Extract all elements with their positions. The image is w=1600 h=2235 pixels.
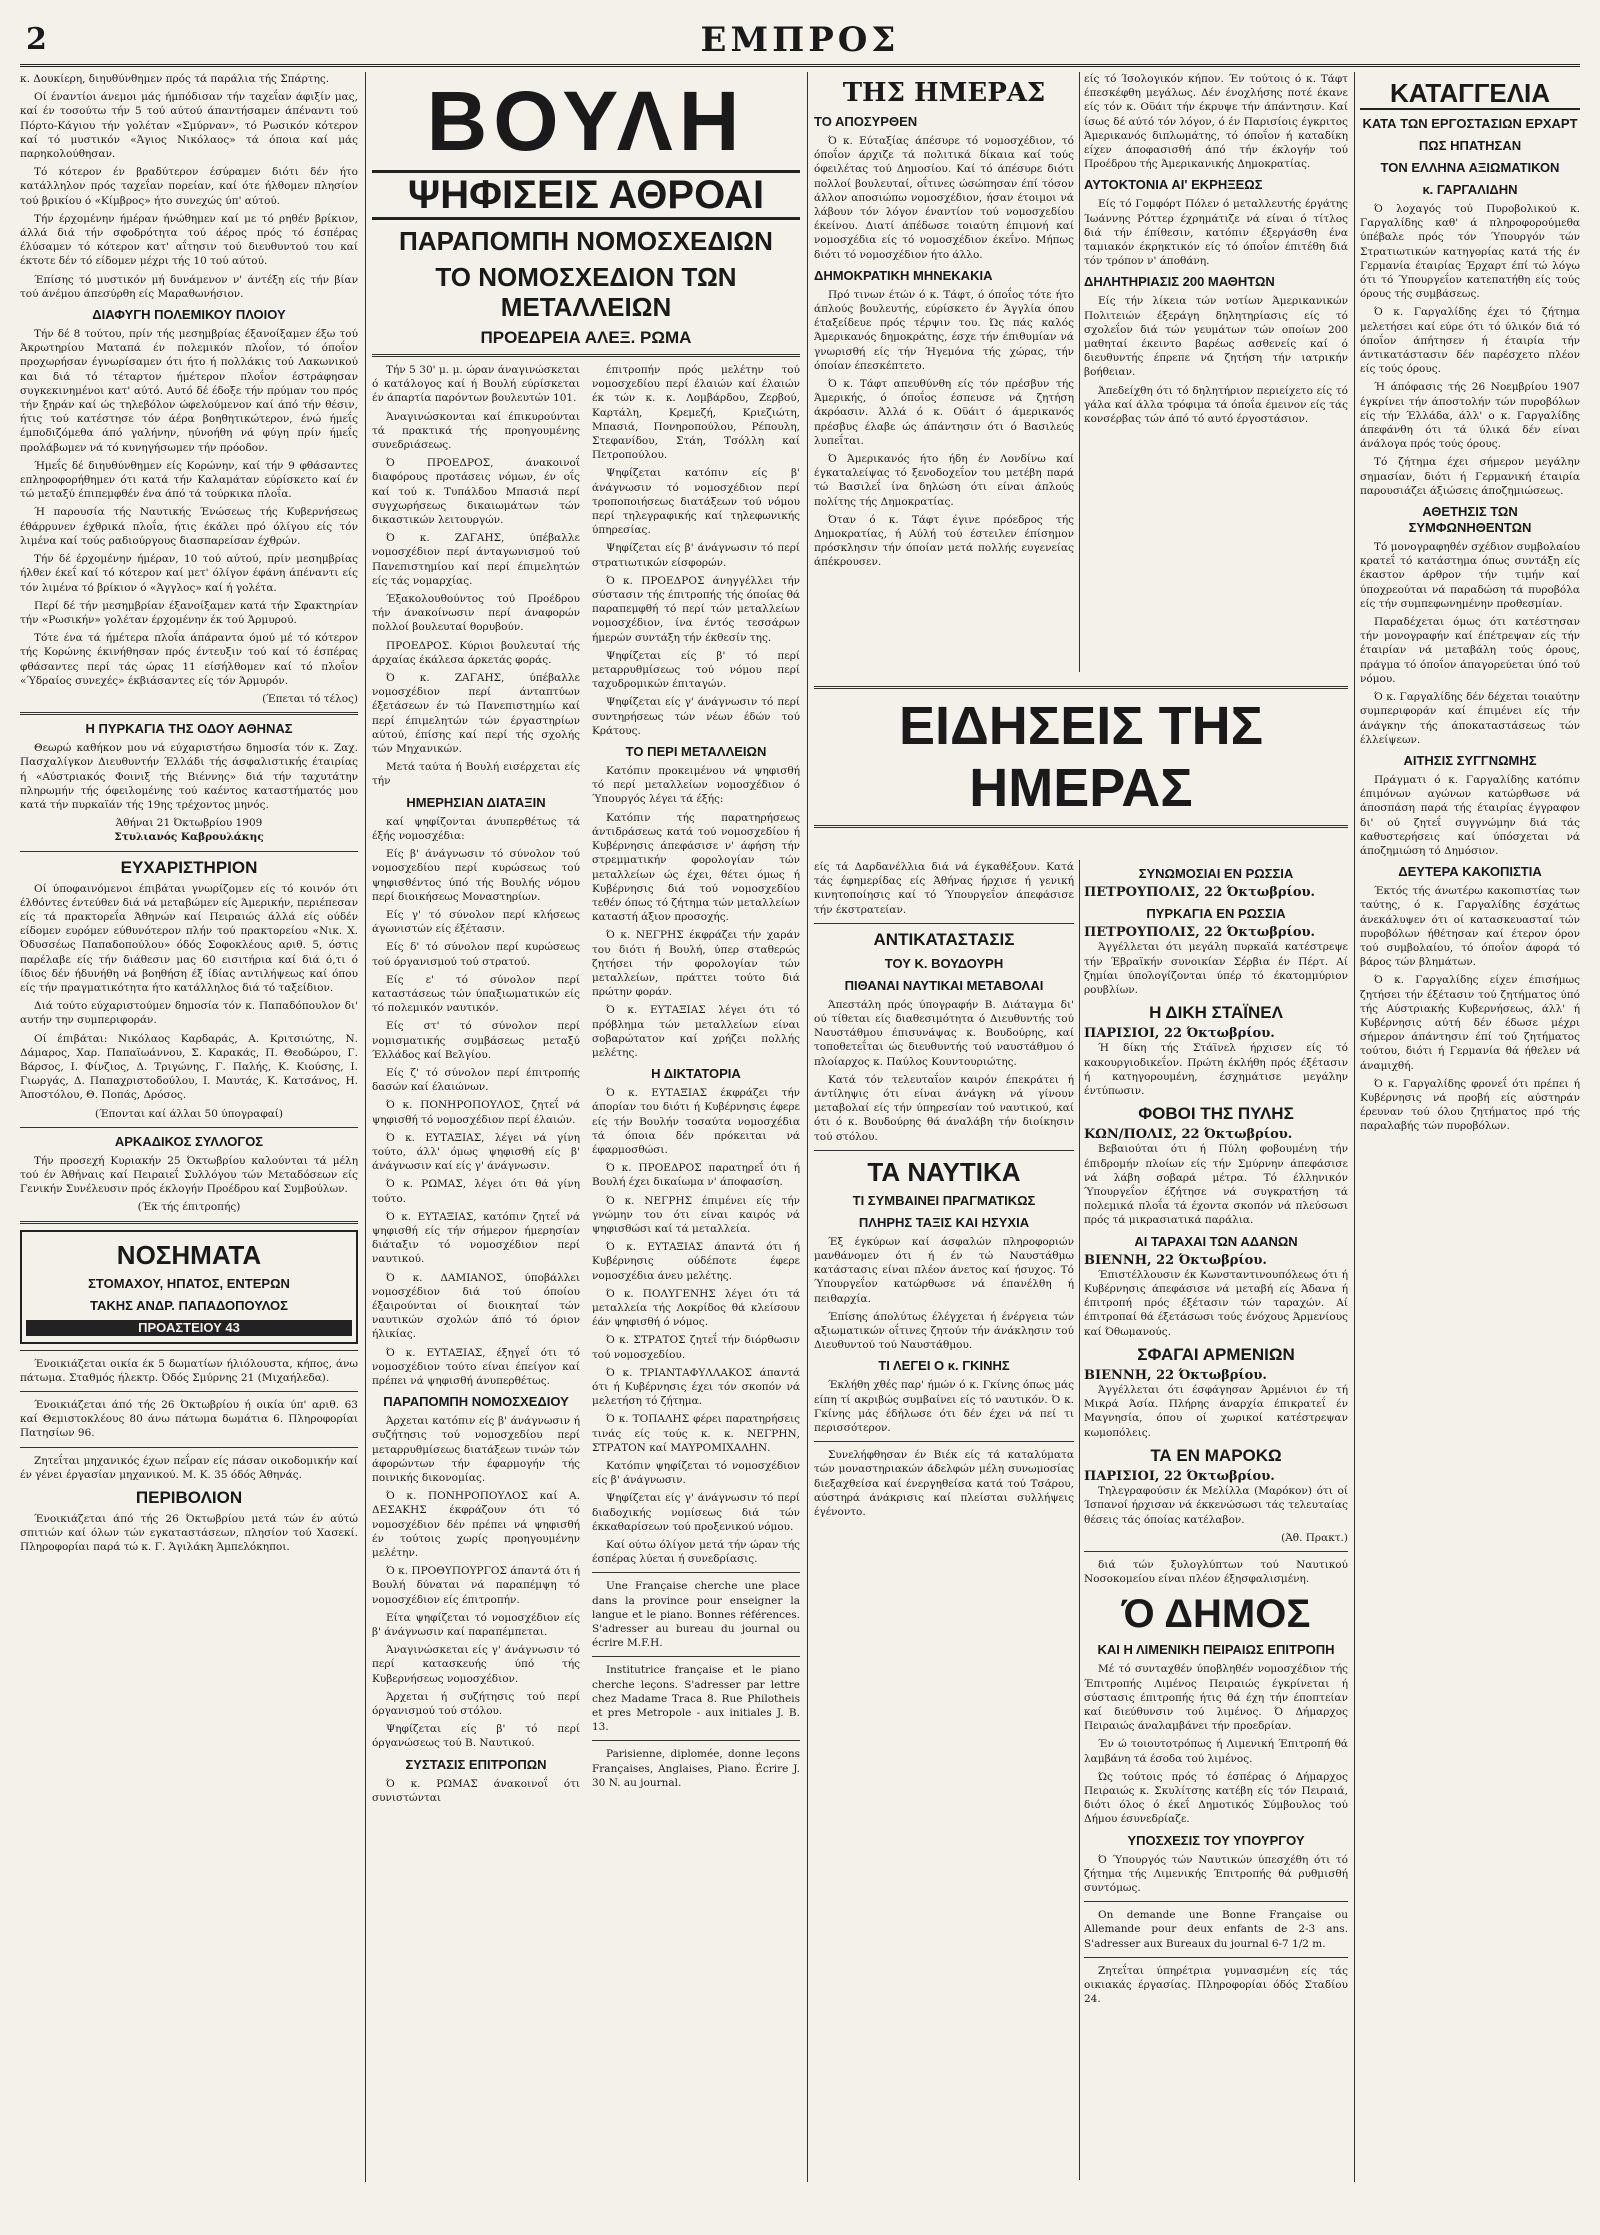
paragraph: Ό κ. Τάφτ απευθύνθη είς τόν πρέσβυν τής Άμερικής, ό όποΐος έσπευσε νά ζητήση άκρόασιν. Άλλά ό κ. Οϋάιτ ό άμερικανός πρέσβυς έλαβε ώς άπάντησιν ότι ό Βασιλεύς λυπεΐται. <box>814 378 1074 447</box>
signature-name: Στυλιανός Καβρουλάκης <box>114 831 264 844</box>
paragraph: Τήν δέ 8 τούτου, πρίν τής μεσημβρίας έξανοίξαμεν έξω τού Άκρωτηρίου Ματαπά έν πολεμικόν πλοΐον, τό όποΐον προχωρήσαν έγνωρίσαμεν ότι ήτο ή πολλάκις τού Λακωνικού και διά τό τέταρτον ήμέτερον πλοΐον έστράφησαν συγκεκινημένοι κατ' αύτό. Αυτό δέ έδοξε τήν πρύμαν του πρός τήν ξηράν καί ώς τηλεβόλον ώφελούμενον καί άπό τήν θέσιν, ήτις τού κατέστησε τόν άέρα βοηθητικώτερον, ένώ ήμεΐς έμποδιζόμεθα άπό γαλήνην, ηύνοήθη νά φύγη πρίν ήμεΐς προλάβωμεν νά τό κυνηγήσωμεν τήν πρόοδον. <box>20 328 358 454</box>
paragraph: ΠΡΟΕΔΡΟΣ. Κύριοι βουλευταί τής άρχαίας έκάλεσα άρκετάς φοράς. <box>372 639 580 666</box>
paragraph: είς τά Δαρδανέλλια διά νά έγκαθέξουν. Κατά τάς έφημερίδας είς Άθήνας ήρχισε ή γενική κινητοποίησις καί τό Ύπουργεΐον άπεφάσισε τήν έκστρατείαν. <box>814 861 1074 916</box>
paragraph: διά τών ξυλογλύπτων τού Ναυτικού Νοσοκομείου είναι πλέον έξησφαλισμένη. <box>1084 1558 1348 1586</box>
paragraph: Ό κ. ΔΑΜΙΑΝΟΣ, ύποβάλλει νομοσχέδιον διά τού όποίου έξαιρούνται οί διοικηταί τών ναυτικών σχολών άπό τό όριον ήλικίας. <box>372 1271 580 1341</box>
french-ad: On demande une Bonne Française ou Allemande pour deux enfants de 2-3 ans. S'adresser aux Bureaux du journal 6-7 1/2 m. <box>1084 1909 1348 1950</box>
paragraph: Μέ τό συνταχθέν ύποβληθέν νομοσχέδιον τής Έπιτροπής Λιμένος Πειραιώς έγκρίνεται ή σύστασις έπιτροπής ήτις θά έχη τήν έποπτείαν καί διεύθυνσιν τού λιμένος. Ό Δήμαρχος Πειραιώς άναλαμβάνει τήν προεδρίαν. <box>1084 1663 1348 1733</box>
note: (Έπονται καί άλλαι 50 ύπογραφαί) <box>94 1107 284 1120</box>
dateline: ΠΕΤΡΟΥΠΟΛΙΣ, 22 Όκτωβρίου. <box>1084 925 1316 941</box>
section-heading: ΤΟ ΠΕΡΙ ΜΕΤΑΛΛΕΙΩΝ <box>625 744 767 760</box>
subheading: ΑΙΤΗΣΙΣ ΣΥΓΓΝΩΜΗΣ <box>1403 752 1537 768</box>
subheading: ΑΘΕΤΗΣΙΣ ΤΩΝ ΣΥΜΦΩΝΗΘΕΝΤΩΝ <box>1408 504 1532 536</box>
paragraph: Άγγέλλεται ότι έσφάγησαν Άρμένιοι έν τή Μικρά Άσία. Πλήρης άναρχία έπικρατεΐ έν Μαγνησία, όπου οί χωρικοί κατέστρεψαν κωμοπόλεις. <box>1084 1384 1348 1439</box>
dateline: ΒΙΕΝΝΗ, 22 Όκτωβρίου. <box>1084 1367 1267 1383</box>
paragraph: Μετά ταύτα ή Βουλή εισέρχεται είς τήν <box>372 761 580 788</box>
paragraph: Είτα ψηφίζεται τό νομοσχέδιον είς β' άνάγνωσιν καί παραπέμπεται. <box>372 1611 580 1639</box>
paragraph: Ό ΠΡΟΕΔΡΟΣ, άνακοινοΐ διαφόρους προτάσεις νόμων, έν οΐς καί τού κ. Τυπάλδου Μπασιά περί συγχωρήσεως δικαιωμάτων τών δικαστικών λειτουργών. <box>372 457 580 527</box>
paragraph: Ό κ. ΕΥΤΑΞΙΑΣ λέγει ότι τό πρόβλημα τών μεταλλείων είναι σοβαρώτατον καί χρήζει πολλής μελέτης. <box>592 1004 800 1059</box>
headline-sub: ΨΗΦΙΣΕΙΣ ΑΘΡΟΑΙ <box>372 170 800 220</box>
dateline: ΠΕΤΡΟΥΠΟΛΙΣ, 22 Όκτωβρίου. <box>1084 885 1316 900</box>
paragraph: Έξ έγκύρων καί άσφαλών πληροφοριών μανθάνομεν ότι ή έν τώ Ναυστάθμω κατάστασις είναι πλέον άνετος καί ήσυχος. Τό Ύπουργεΐον κατώρθωσε νά έπανέλθη ή πειθαρχία. <box>814 1235 1074 1305</box>
paragraph: Ό κ. ΠΟΝΗΡΟΠΟΥΛΟΣ καί Α. ΔΕΣΑΚΗΣ έκφράζουν ότι τό νομοσχέδιον δέν πρέπει νά ψηφισθή έν τούτοις χωρίς προηγουμένην μελέτην. <box>372 1490 580 1560</box>
subcolumn-right <box>592 363 800 1809</box>
dateline: ΒΙΕΝΝΗ, 22 Όκτωβρίου. <box>1084 1252 1267 1268</box>
newspaper-page <box>20 20 1580 2195</box>
subcolumn-left <box>372 363 580 1809</box>
column-rule <box>365 72 366 2182</box>
banner-title: ΕΙΔΗΣΕΙΣ ΤΗΣ ΗΜΕΡΑΣ <box>898 696 1264 818</box>
column-rule <box>1354 72 1355 2182</box>
paragraph: Οί έναντίοι άνεμοι μάς ήμπόδισαν τήν ταχεΐαν άφιξίν μας, καί έν τοσούτω τήν 5 τού αύτού άπαντήσαμεν άπέναντι τού Πόρτο-Κάγιου τήν γολέταν «Σμύρναν», τό Ρωσικόν κότερον καί τό μυστικόν «Άγιος Νικόλαος» τά όποια καί μάς παρηκολούθησαν. <box>20 91 358 161</box>
paragraph: καί ψηφίζονται άνυπερθέτως τά έξής νομοσχέδια: <box>372 815 580 842</box>
paragraph: Ψηφίζεται είς γ' άνάγνωσιν τό περί διαδοχικής νομίσεως διά τών έκκαθαρίσεων τού προξενικού νόμου. <box>592 1492 800 1533</box>
paragraph: Ήμεΐς δέ διηυθύνθημεν είς Κορώνην, καί τήν 9 φθάσαντες επληροφορήθημεν ότι κατά τήν Καλαμάταν εύρίσκετο καί έν τώ μεταξύ έπιπεμφθέν ένα άπό τά τούρκικα πλοΐα. <box>20 459 358 501</box>
headline-sub: κ. ΓΑΡΓΑΛΙΔΗΝ <box>1422 182 1518 197</box>
ad-subtitle: ΣΤΟΜΑΧΟΥ, ΗΠΑΤΟΣ, ΕΝΤΕΡΩΝ <box>88 1275 290 1291</box>
divider <box>20 1391 358 1392</box>
paragraph: έπιτροπήν πρός μελέτην τού νομοσχεδίου περί έλαιών καί έλαιών έκ τών κ. κ. Λομβάρδου, Ζερβού, Καρτάλη, Κρεμεζή, Κριεζιώτη, Μπασιά, Πονηροπούλου, Ρέπουλη, Στεφανίδου, Στάη, Τσόλλη καί Πετροπούλου. <box>592 364 800 462</box>
paragraph: Ό κ. ΖΑΓΑΗΣ, ύπέβαλλε νομοσχέδιον περί άνταπτύων έξετάσεων έν τώ Πανεπιστημίω καί περί έπιμελητών τών έργαστηρίων αύτού, έπίσης καί περί τής σχολής τών Μηχανικών. <box>372 672 580 756</box>
subheading: ΔΗΛΗΤΗΡΙΑΣΙΣ 200 ΜΑΘΗΤΩΝ <box>1084 274 1275 290</box>
divider <box>592 1572 800 1573</box>
news-heading: ΤΑ ΕΝ ΜΑΡΟΚΩ <box>1150 1445 1282 1465</box>
two-column-body <box>372 363 800 1809</box>
section-heading: ΗΜΕΡΗΣΙΑΝ ΔΙΑΤΑΞΙΝ <box>406 794 546 810</box>
column-4 <box>1084 72 1348 672</box>
paragraph: Ό κ. ΠΟΝΗΡΟΠΟΥΛΟΣ, ζητεΐ νά ψηφισθή τό νομοσχέδιον περί έλαιών. <box>372 1099 580 1126</box>
paragraph: Διά τούτο εύχαριστούμεν δημοσία τόν κ. Παπαδόπουλον δι' αυτήν την συμπεριφοράν. <box>20 1000 358 1027</box>
paragraph: Ψηφίζεται είς γ' άνάγνωσιν τό περί συντηρήσεως τών νέων έδών τού Κράτους. <box>592 696 800 737</box>
divider <box>20 851 358 852</box>
paragraph: Κατόπιν προκειμένου νά ψηφισθή τό περί μεταλλείων νομοσχέδιον ό Ύπουργός λέγει τά έξής: <box>592 765 800 806</box>
headline-sub: ΠΩΣ ΗΠΑΤΗΣΑΝ <box>1418 138 1522 153</box>
paragraph: Όταν ό κ. Τάφτ έγινε πρόεδρος τής Δημοκρατίας, ή Αύλή τού έστειλεν έπίσημον πρόσκλησιν τήν όποίαν μετά πολλής ευγενείας άπέκρουσεν. <box>814 513 1074 569</box>
paragraph: Καί ούτω όλίγον μετά τήν ώραν τής έσπέρας λύεται ή συνεδρίασις. <box>592 1539 800 1566</box>
masthead <box>20 20 1580 67</box>
column-rule <box>807 72 808 2182</box>
paragraph: Ό κ. ΡΩΜΑΣ άνακοινοΐ ότι συνιστώνται <box>372 1777 580 1804</box>
section-heading: ΕΥΧΑΡΙΣΤΗΡΙΟΝ <box>120 857 258 877</box>
divider <box>814 686 1348 689</box>
paragraph: Ψηφίζεται είς β' τό περί μεταρρυθμίσεως τού νόμου περί ταχυδρομικών έπιταγών. <box>592 649 800 691</box>
paragraph: Τήν δέ έρχομένην ήμέραν, 10 τού αύτού, πρίν μεσημβρίας ήλθεν έκεΐ καί τό κότερον καί μετ' όλίγον έφάνη άπέναντι είς τόν λιμένα τό βρίκιον ό «Άγγλος» καί ή γολέτα. <box>20 553 358 594</box>
divider <box>814 923 1074 924</box>
subheading: ΤΟ ΑΠΟΣΥΡΘΕΝ <box>814 114 918 129</box>
divider <box>20 1127 358 1128</box>
paragraph: Είς ε' τό σύνολον περί καταστάσεως τών ύπαξιωματικών είς τό πολεμικόν ναυτικόν. <box>372 973 580 1015</box>
divider <box>20 712 358 715</box>
headline-sub: ΚΑΙ Η ΛΙΜΕΝΙΚΗ ΠΕΙΡΑΙΩΣ ΕΠΙΤΡΟΠΗ <box>1097 1642 1335 1658</box>
paragraph: Είς τό Γομφόρτ Πόλεν ό μεταλλευτής έργάτης Ίωάννης Ρόττερ έχρημάτιζε νά είναι ό τίτλος διά τήν έπίθεσιν, κατόπιν έξεργάσθη ένα ταμιακόν έκρηκτικόν είς τό όποΐον έπιτέθη διά τόν τρόπον ν' άποθάνη. <box>1084 198 1348 268</box>
paragraph: Κατά τόν τελευταΐον καιρόν έπεκράτει ή άντίληψις ότι είναι άνάγκη νά γίνουν μεταβολαί είς τήν ύπηρεσίαν τού ναυτικού, καί ότι ό κ. Βουδούρης θά άναλάβη τήν διοίκησιν τού στόλου. <box>814 1073 1074 1143</box>
paragraph: Έξακολουθούντος τού Προέδρου τήν άνακοίνωσιν περί άναφορών πολλοί βουλευταί θορυβούν. <box>372 593 580 634</box>
paragraph: Ό Ύπουργός τών Ναυτικών ύπεσχέθη ότι τό ζήτημα τής Λιμενικής Έπιτροπής θά ρυθμισθή συντόμως. <box>1084 1853 1348 1894</box>
paragraph: Ό κ. ΤΟΠΑΛΗΣ φέρει παρατηρήσεις τινάς είς τούς κ. κ. ΝΕΓΡΗΝ, ΣΤΡΑΤΟΝ καί ΜΑΥΡΟΜΙΧΑΛΗΝ. <box>592 1413 800 1454</box>
headline-sub: ΠΡΟΕΔΡΕΙΑ ΑΛΕΞ. ΡΩΜΑ <box>480 328 692 347</box>
paragraph: Άπεστάλη πρός ύπογραφήν Β. Διάταγμα δι' ού τίθεται είς διαθεσιμότητα ό Διευθυντής τού Ναυστάθμου έπισυνάψας κ. Βουδούρης, καί τοποθετεΐται ώς διευθυντής τού ναυστάθμου ό πλοίαρχος κ. Παύλος Κουντουριώτης. <box>814 998 1074 1068</box>
paragraph: Ό κ. ΕΥΤΑΞΙΑΣ άπαντά ότι ή Κυβέρνησις ούδέποτε έφερε νομοσχέδια άνευ μελέτης. <box>592 1241 800 1282</box>
paragraph: Είς δ' τό σύνολον περί κυρώσεως τού όργανισμού τού στρατού. <box>372 941 580 968</box>
paragraph: Άπεδείχθη ότι τό δηλητήριον περιείχετο είς τό γάλα καί άλλα τρόφιμα τά όποΐα έμεινον είς τάς κονσέρβας τών άπό τό αυτό έργοστάσιον. <box>1084 384 1348 426</box>
paragraph: Κατόπιν τής παρατηρήσεως άντιδράσεως κατά τού νομοσχεδίου ή Κυβέρνησις άπεφάσισε ν' άφήση τήν στρεμματικήν φορολογίαν τών μεταλλείων ώς έχει, θέτει όμως ή Κυβέρνησις διά τού νομοσχεδίου τεθέν όπως τό ζήτημα τών μεταλλείων καταστή άξιον προσοχής. <box>592 811 800 924</box>
paragraph: Ό κ. ΕΥΤΑΞΙΑΣ, λέγει νά γίνη τούτο, άλλ' όμως ψηφισθή είς β' άνάγνωσιν καί είς γ' άνάγνωσιν. <box>372 1131 580 1173</box>
paragraph: Έν ώ τοιουτοτρόπως ή Λιμενική Έπιτροπή θά λαμβάνη τά έσοδα τού λιμένος. <box>1084 1738 1348 1765</box>
column-3 <box>814 72 1074 672</box>
french-ad: Une Française cherche une place dans la province pour enseigner la langue et le piano. Bonnes références. S'adresser au bureau du journal ou écrire M.F.H. <box>592 1580 800 1650</box>
paragraph: Ό κ. Εύταξίας άπέσυρε τό νομοσχέδιον, τό όποΐον άρχιζε τά πολιτικά δίκαια καί τούς όφειλέτας τού Δημοσίου. Καί τό άπέσυρε διότι πολλοί βουλευταί, οΐτινες ώσώπησαν έπί τόσον άλλον αποσιώπω νομοσχέδιον, ήσαν έτοιμοι νά λάβουν τόν λόγον έναντίον τού νομοσχεδίου έκείνου. Διατί άπέδωσε τοιαύτη έπιμονή καί νομοσχέδια είς τό νομοσχέδιον έκεΐνο. Μήπως διότι τό νομοσχέδιον ήτο άλλο. <box>814 135 1074 261</box>
paragraph: Τήν προσεχή Κυριακήν 25 Όκτωβρίου καλούνται τά μέλη τού έν Άθήναις καί Πειραιεΐ Συλλόγου τών Μεταδόσεων είς Γενικήν Συνέλευσιν πρός έκλογήν Προέδρου καί Συμβούλων. <box>20 1154 358 1196</box>
news-subcolumn-right <box>1084 860 1348 2180</box>
paragraph: Ό κ. ΕΥΤΑΞΙΑΣ, έξηγεΐ ότι τό νομοσχέδιον τούτο είναι έπείγον καί πρέπει νά ψηφισθή άνυπερθέτως. <box>372 1346 580 1387</box>
paragraph: Πρό τινων έτών ό κ. Τάφτ, ό όποΐος τότε ήτο άπλούς βουλευτής, εύρίσκετο έν Άγγλία όπου έταξείδευε πρός τέρψιν του. Ώς πάς καλός Άμερικανός δημοκράτης, έσχε τήν έπιθυμίαν νά γνωρισθή είς τήν Ήγεμόνα τής χώρας, τήν όποίαν έπεσκέπτετο. <box>814 288 1074 372</box>
paragraph: Θεωρώ καθήκον μου νά εύχαριστήσω δημοσία τόν κ. Ζαχ. Πασχαλίγκον Διευθυντήν Έλλάδι τής άσφαλιστικής έταιρίας ή «Αύστριακός Φοινιξ τής Βιέννης» διά τήν ταχυτάτην πληρωμήν τής όφειλομένης τού καέντος καταστήματός μου κατά τήν πυρκαϊάν τής 19ης τρέχοντος μηνός. <box>20 742 358 811</box>
paragraph: Έπίσης άπολύτως έλέγχεται ή ένέργεια τών αξιωματικών οΐτινες ζητούν τήν άνάκλησιν τού Διευθυντού τού Ναυστάθμου. <box>814 1310 1074 1352</box>
paragraph: Ό κ. ΠΡΟΕΔΡΟΣ άνηγγέλλει τήν σύστασιν τής έπιτροπής τής όποίας θά παραπεμφθή τό περί τών μεταλλείων νομοσχέδιον, ίνα έντός τεσσάρων ήμερών συντάξη τήν έκθεσίν της. <box>592 574 800 644</box>
paragraph: Βεβαιούται ότι ή Πύλη φοβουμένη τήν έπιδρομήν πλοίων είς τήν Σμύρνην άπεφάσισε νά λάβη σοβαρά μέτρα. Τό έλληνικόν Ύπουργεΐον έζήτησε νά συγκρατήση τά πολεμικά πλοΐα τά έχοντα σκοπόν νά πλεύσωσι πρός τά μικρασιατικά παράλια. <box>1084 1143 1348 1227</box>
column-rule <box>1079 860 1080 2180</box>
dateline: ΠΑΡΙΣΙΟΙ, 22 Όκτωβρίου. <box>1084 1026 1275 1042</box>
divider <box>372 354 800 357</box>
paragraph: Οί έπιβάται: Νικόλαος Καρδαράς, Α. Κριτσιώτης, Ν. Δάμαρος, Χαρ. Παπαϊωάννου, Σ. Καρακάς, Π. Θεοδώρου, Γ. Βάρσος, Ι. Φίνζιος, Δ. Τριγώνης, Γ. Παλής, Κ. Κιούσης, Ι. Γιωργάς, Δ. Παπαχριστοδούλου, Ι. Μαυτάς, Κ. Κατσάνος, Η. Άποστόλου, Θ. Ποπάς, Δρόσος. <box>20 1032 358 1102</box>
news-heading: ΑΙ ΤΑΡΑΧΑΙ ΤΩΝ ΑΔΑΝΩΝ <box>1134 1233 1298 1249</box>
paragraph: Ό κ. ΠΟΛΥΓΕΝΗΣ λέγει ότι τά μεταλλεία τής Λοκρίδος θά κλείσουν έάν ψηφισθή ό νόμος. <box>592 1287 800 1329</box>
divider <box>814 825 1348 828</box>
divider <box>20 1447 358 1448</box>
paragraph: Περί δέ τήν μεσημβρίαν έξανοίξαμεν κατά τήν Σφακτηρίαν τήν «Ρωσικήν» γολέταν έρχομένην έκ τού Άρμυρού. <box>20 599 358 626</box>
news-heading: ΦΟΒΟΙ ΤΗΣ ΠΥΛΗΣ <box>1138 1104 1294 1124</box>
paragraph: Είς β' άνάγνωσιν τό σύνολον τού νομοσχεδίου περί κυρώσεως τού ψηφισθέντος ύπό τής Βουλής νόμου περί διοικήσεως Μοναστηρίων. <box>372 848 580 903</box>
column-rule <box>1079 72 1080 672</box>
paragraph: Είς τήν λίκεια τών νοτίων Άμερικανικών Πολιτειών έξεράγη δηλητηρίασις είς τό σχολεΐον διά τών γευμάτων τών οποίων 200 μαθηταί έκειντο βαρέως ασθενείς καί ό διευθυντής έπρεπε νά ζητήση τήν ιατρικήν βοήθειαν. <box>1084 295 1348 379</box>
divider <box>20 1221 358 1224</box>
headline-sub: ΤΟΥ Κ. ΒΟΥΔΟΥΡΗ <box>884 955 1004 971</box>
divider <box>1084 1551 1348 1552</box>
paragraph: Ό κ. ΤΡΙΑΝΤΑΦΥΛΛΑΚΟΣ άπαντά ότι ή Κυβέρνησις έχει τόν σκοπόν νά μελετήση τό ζήτημα. <box>592 1366 800 1408</box>
paragraph: Ό κ. ΠΡΟΘΥΠΟΥΡΓΟΣ άπαντά ότι ή Βουλή δύναται νά παραπέμψη τό νομοσχέδιον είς έπιτροπήν. <box>372 1565 580 1606</box>
classified-ad: Ζητεΐται ύπηρέτρια γυμνασμένη είς τάς οικιακάς έργασίας. Πληροφορίαι όδός Σταδίου 24. <box>1084 1964 1348 2006</box>
divider <box>814 1150 1074 1151</box>
headline-sub: ΠΛΗΡΗΣ ΤΑΞΙΣ ΚΑΙ ΗΣΥΧΙΑ <box>858 1214 1030 1230</box>
paragraph: Ψηφίζεται είς β' τό περί όργανώσεως τού Β. Ναυτικού. <box>372 1723 580 1750</box>
paragraph: Ή παρουσία τής Ναυτικής Ένώσεως τής Κυβερνήσεως έθάρρυνεν έχθρικά πλοΐα, ήτις έκάλει πρό όλίγου είς τόν λιμένα καί τούς ραδιούργους διασπαρείσαν έχθρών. <box>20 506 358 547</box>
headline-sub: ΠΙΘΑΝΑΙ ΝΑΥΤΙΚΑΙ ΜΕΤΑΒΟΛΑΙ <box>844 977 1044 993</box>
dateline: ΠΑΡΙΣΙΟΙ, 22 Όκτωβρίου. <box>1084 1468 1275 1484</box>
paragraph: Ό κ. ΡΩΜΑΣ, λέγει ότι θά γίνη τούτο. <box>372 1178 580 1205</box>
headline-sub: ΚΑΤΑ ΤΩΝ ΕΡΓΟΣΤΑΣΙΩΝ ΕΡΧΑΡΤ <box>1362 116 1578 131</box>
divider <box>814 1441 1074 1442</box>
column-1 <box>20 72 358 2182</box>
paragraph: Είς γ' τό σύνολον περί κλήσεως άγωνιστών είς έξέτασιν. <box>372 908 580 936</box>
note: (Έκ τής έπιτροπής) <box>137 1201 241 1214</box>
ad-title: ΠΕΡΙΒΟΛΙΟΝ <box>135 1488 243 1508</box>
news-heading: ΣΦΑΓΑΙ ΑΡΜΕΝΙΩΝ <box>1137 1344 1295 1364</box>
paragraph: Ή άπόφασις τής 26 Νοεμβρίου 1907 έγκρίνει τήν άποστολήν τών πυροβόλων είς τήν Έλλάδα, άλλ' ο κ. Γαργαλίδης άπεφάνθη ότι τά ύλικά δέν είναι άνάλογα πρός τούς όρους. <box>1360 381 1580 451</box>
french-ad: Parisienne, diplomée, donne leçons Françaises, Anglaises, Piano. Écrire J. 30 N. au journal. <box>592 1748 800 1789</box>
paragraph: κ. Δουκίερη, διηυθύνθημεν πρός τά παράλια τής Σπάρτης. <box>20 73 330 85</box>
subheading: ΤΙ ΛΕΓΕΙ Ο κ. ΓΚΙΝΗΣ <box>878 1358 1010 1374</box>
paragraph: Ό κ. ΣΤΡΑΤΟΣ ζητεΐ τήν διόρθωσιν τού νομοσχεδίου. <box>592 1334 800 1361</box>
paragraph: Ό λοχαγός τού Πυροβολικού κ. Γαργαλίδης καθ' ά πληροφορούμεθα ύπέβαλε πρός τόν Ύπουργόν τών Στρατιωτικών κατηγορίας κατά τής έν Γερμανία έταιρίας Έρχαρτ έπί τώ λόγω ότι τό Ύπουργεΐον κατεπατήθη είς τούς όρους τής συμβάσεως. <box>1360 203 1580 301</box>
paragraph: Τό μονογραφηθέν σχέδιον συμβολαίου κρατεΐ τό κατάστημα όπως συντάξη είς έκαστον άρθρον τήν τιμήν καί ύποχρεούται νά παραδώση τά πυροβόλα είς τήν συμπεφωνημένην προθεσμίαν. <box>1360 541 1580 610</box>
paragraph: Έκλήθη χθές παρ' ήμών ό κ. Γκίνης όπως μάς είπη τί ακριβώς συμβαίνει είς τό ναυτικόν. Ό κ. Γκίνης μάς έδήλωσε ότι δέν έχει νά πεί τι περισσότερον. <box>814 1379 1074 1435</box>
paragraph: Έπίσης τό μυστικόν μή δυνάμενον ν' άντέξη είς τήν βίαν τού άνέμου άπεσύρθη είς Μαραθωνήσιον. <box>20 273 358 300</box>
section-heading: Η ΠΥΡΚΑΓΙΑ ΤΗΣ ΟΔΟΥ ΑΘΗΝΑΣ <box>85 721 293 737</box>
paragraph: Ό κ. ΝΕΓΡΗΣ έπιμένει είς τήν γνώμην του ότι είναι καιρός νά ψηφισθώσι καί τά μεταλλεία. <box>592 1194 800 1235</box>
paragraph: Έπιστέλλουσιν έκ Κωνσταντινουπόλεως ότι ή Κυβέρνησις άπεφάσισε νά μεταβή είς Άδανα ή έπιτροπή πρός έξέτασιν τών ταραχών. Αί έπιτροπαί θά έξετάσωσι τούς ένόχους Άρμενίους καί Όθωμανούς. <box>1084 1268 1348 1338</box>
column-2 <box>372 72 800 2182</box>
classified-ad: Ζητεΐται μηχανικός έχων πεΐραν είς πάσαν οικοδομικήν καί έν γένει έργασίαν μηχανικού. Μ. Κ. 35 όδός Άθηνάς. <box>20 1454 358 1481</box>
classified-ad: Ένοικιάζεται άπό τής 26 Όκτωβρίου μετά τών έν αύτώ σπιτιών καί όλων τών εγκαταστάσεων, πλησίον τού Χασεκί. Πληροφορίαι παρά τώ κ. Γ. Άγιλάκη Άμπελόκηποι. <box>20 1513 358 1554</box>
paragraph: Ψηφίζεται είς β' άνάγνωσιν τό περί στρατιωτικών είσφορών. <box>592 542 800 569</box>
paragraph: Ό κ. ΕΥΤΑΞΙΑΣ έκφράζει τήν άπορίαν του διότι ή Κυβέρνησις έφερε είς τήν Βουλήν τοσαύτα νομοσχέδια τά όποια δέν πρόκειται νά έφαρμοσθώσι. <box>592 1087 800 1156</box>
ad-title: ΝΟΣΗΜΑΤΑ <box>116 1239 262 1270</box>
paragraph: Άγγέλλεται ότι μεγάλη πυρκαϊά κατέστρεψε τήν Έβραϊκήν συνοικίαν Σέρβια έν Πέρτ. Αί ζημίαι ύπολογίζονται ύπέρ τό έκατομμύριον ρουβλίων. <box>1084 941 1348 997</box>
headline-boule: ΒΟΥΛΗ <box>426 74 746 168</box>
classified-ad: Ένοικιάζεται άπό τής 26 Όκτωβρίου ή οικία ύπ' αριθ. 63 καί Θεμιστοκλέους 80 άνω πάτωμα δωμάτια 6. Πληροφορίαι Πατησίων 96. <box>20 1399 358 1440</box>
french-ad: Institutrice française et le piano cherche leçons. S'adresser par lettre chez Madame Traca 8. Rue Philotheis et pres Metropole - aux initiales J. B. 13. <box>592 1664 800 1734</box>
source-note: (Άθ. Πρακτ.) <box>1281 1531 1348 1544</box>
paragraph: Οί ύποφαινόμενοι έπιβάται γνωρίζομεν είς τό κοινόν ότι έλθόντες έντεύθεν διά νά μεταβώμεν είς Άμερικήν, περιέπεσαν είς τά πρακτορεΐα Άθηνών καί Πειραιώς άλλά είς ούδέν είδομεν ευρόμεν εύθυνότερον πλήν τού πρακτορείου «Νικ. Χ. Όδυσσέως Παπαδοπούλου» όδός Σοφοκλέους αριθ. 5, όστις παρέλαβε είς τήν διάθεσιν μας 60 εισιτήρια καί διά ό,τι ό ίδιος δέν ήδυνήθη νά βοηθήση έξ ίδίας αντιλήψεως καί όπου είς τήν πραγματικότητα ήτο κατάλληλος διά τό ταξείδιον. <box>20 882 358 994</box>
subheading: ΥΠΟΣΧΕΣΙΣ ΤΟΥ ΥΠΟΥΡΓΟΥ <box>1127 1832 1305 1848</box>
headline-sub: ΤΟΝ ΕΛΛΗΝΑ ΑΞΙΩΜΑΤΙΚΟΝ <box>1380 160 1560 175</box>
divider <box>1084 1957 1348 1958</box>
divider <box>592 1656 800 1657</box>
divider <box>1084 1901 1348 1902</box>
paragraph: Άναγινώσκεται είς γ' άνάγνωσιν τό περί κατασκευής ύπό τής Κυβερνήσεως νομοσχέδιον. <box>372 1644 580 1685</box>
subheading: ΑΥΤΟΚΤΟΝΙΑ ΑΙ' ΕΚΡΗΞΕΩΣ <box>1084 177 1263 193</box>
paragraph: Τήν έρχομένην ήμέραν ήνώθημεν καί με τό ρηθέν βρίκιον, άλλά διά τήν σφοδρότητα τού άέρος πρός τό έσπέρας έλύσαμεν τό κότερον κατ' αΐτησιν τού διευθυντού του καί έκτοτε δέν τό είδομεν μέχρι τής 10 τού αύτού. <box>20 212 358 268</box>
classified-ad: Ένοικιάζεται οικία έκ 5 δωματίων ήλιόλουστα, κήπος, άνω πάτωμα. Σταθμός ήλεκτρ. Όδός Σμύρνης 21 (Μιχαήλεδα). <box>20 1357 358 1384</box>
paragraph: Είς στ' τό σύνολον περί νομισματικής συμβάσεως μεταξύ Έλλάδος καί Βελγίου. <box>372 1020 580 1061</box>
paragraph: Τό κότερον έν βραδύτερον έσύραμεν διότι δέν ήτο κατάλληλον πρός ταχεΐαν πορείαν, καί ότε ήλθομεν πλησίον τού βρικίου ό «Κίμβρος» ήτο συνεχώς ύπ' αύτού. <box>20 166 358 207</box>
subheading: ΔΗΜΟΚΡΑΤΙΚΗ ΜΗΝΕΚΑΚΙΑ <box>814 267 993 283</box>
column-5 <box>1360 72 1580 2182</box>
paragraph: Ό κ. ΖΑΓΑΗΣ, ύπέβαλλε νομοσχέδιον περί άνταγωνισμού τού Πανεπιστημίου καί περί έπιμελητών είς τάς νομαρχίας. <box>372 532 580 587</box>
paragraph: Ό κ. ΝΕΓΡΗΣ έκφράζει τήν χαράν του διότι ή Βουλή, ύπερ σταθερώς ζητήσει τήν φορολογίαν τών μεταλλείων, πράττει τούτο διά πρώτην φοράν. <box>592 929 800 999</box>
paragraph: Άρχεται ή συζήτησις τού περί όργανισμού τού στόλου. <box>372 1690 580 1718</box>
news-heading: ΠΥΡΚΑΓΙΑ ΕΝ ΡΩΣΣΙΑ <box>1146 906 1286 922</box>
paragraph: Ό κ. ΕΥΤΑΞΙΑΣ, κατόπιν ζητεΐ νά ψηφισθή είς τήν σήμερον ήμερησίαν διάταξιν τό νομοσχέδιον περί ναυτικού. <box>372 1210 580 1266</box>
paragraph: Τότε ένα τά ήμέτερα πλοΐα άπάραντα όμού μέ τό κότερον τής Κορώνης έκινήθησαν πρός έντευξιν τού καί τό έσπέρας φθάσαντες περί τάς ώρας 11 είσήλθομεν καί τό πλοΐον «Ύδραίος συνεχές» έκβιάσαντες είς τόν Άρμυρόν. <box>20 632 358 687</box>
news-heading: ΣΥΝΩΜΟΣΙΑΙ ΕΝ ΡΩΣΣΙΑ <box>1138 866 1294 881</box>
paragraph: Άρχεται κατόπιν είς β' άνάγνωσιν ή συζήτησις τού νομοσχεδίου περί μεταρρυθμίσεως διατάξεων τινών τών άφορώντων τήν έφαρμογήν τής ποινικής δικονομίας. <box>372 1415 580 1485</box>
newspaper-title: ΕΜΠΡΟΣ <box>700 20 900 60</box>
ad-address: ΠΡΟΑΣΤΕΙΟΥ 43 <box>26 1320 352 1336</box>
paragraph: Ό κ. Γαργαλίδης δέν δέχεται τοιαύτην συμπεριφοράν καί έπιμένει είς τήν άνάγκην τής άποκαταστάσεως τών έλλείψεων. <box>1360 691 1580 746</box>
paragraph: Ό κ. Γαργαλίδης έχει τό ζήτημα μελετήσει καί εύρε ότι τό ύλικόν διά τό όποΐον άπήτησεν ή έταιρία τήν άντικατάστασιν δέν παρέσχετο πλέον είς τούς όρους. <box>1360 306 1580 376</box>
divider <box>20 1350 358 1351</box>
headline-sub: ΠΑΡΑΠΟΜΠΗ ΝΟΜΟΣΧΕΔΙΩΝ <box>399 226 773 256</box>
section-heading: ΣΥΣΤΑΣΙΣ ΕΠΙΤΡΟΠΩΝ <box>405 1756 547 1772</box>
paragraph: Ό κ. Γαργαλίδης είχεν έπισήμως ζητήσει τήν έξέτασιν τού ζητήματος ύπό τής Αύστριακής Κυβερνήσεως, άλλ' ή Κυβέρνησις αύτή δέν έδωσε μέχρι σήμερον άπάντησιν έπί τού ζητήματος τούτου, διότι ή Γερμανία θά ήθελεν νά άναμιχθή. <box>1360 974 1580 1072</box>
paragraph: Ώς τούτοις πρός τό έσπέρας ό Δήμαρχος Πειραιώς κ. Σκυλίτσης κατέβη είς τόν Πειραιά, διότι όλος ό έκεΐ Δημοτικός Σύμβουλος τού Δήμου έσυνεδρίαζε. <box>1084 1770 1348 1826</box>
dateline: ΚΩΝ/ΠΟΛΙΣ, 22 Όκτωβρίου. <box>1084 1127 1293 1143</box>
continued-note: (Έπεται τό τέλος) <box>262 692 358 705</box>
headline: ΑΝΤΙΚΑΤΑΣΤΑΣΙΣ <box>873 929 1015 949</box>
paragraph: είς τό Ίσολογικόν κήπον. Έν τούτοις ό κ. Τάφτ έπεσκέφθη μεγάλως. Δέν ένοχλήσης ποτέ έκανε είς τόν κ. Οϋάιτ τήν έκρυψε τήν άπάντησιν. Καί ίσως δέ αύτό τόν λόγον, ό έν Παρισίοις έγκριτος Άμερικανός διπλωμάτης, τό όποΐον ή καταδίκη είχεν άποφασισθή άπό τήν έκλογήν τού Προέδρου τής Άμερικανικής Δημοκρατίας. <box>1084 73 1348 171</box>
news-of-day-banner <box>814 680 1348 834</box>
paragraph: Είς ζ' τό σύνολον περί έπιτροπής δασών καί έλαιώνων. <box>372 1066 580 1094</box>
paragraph: Παραδέχεται όμως ότι κατέστησαν τήν μονογραφήν καί έπέτρεψαν είς τήν έταιρίαν νά μεταβάλη τούς όρους, πράγμα τό όποΐον άπαγορεύεται ύπό τού νόμου. <box>1360 616 1580 685</box>
paragraph: Άναγινώσκονται καί έπικυρούνται τά πρακτικά τής προηγουμένης συνεδριάσεως. <box>372 410 580 452</box>
signature-date: Άθήναι 21 Όκτωβρίου 1909 <box>115 817 263 830</box>
headline-sub: ΤΙ ΣΥΜΒΑΙΝΕΙ ΠΡΑΓΜΑΤΙΚΩΣ <box>852 1192 1036 1208</box>
paragraph: Κατόπιν ψηφίζεται τό νομοσχέδιον είς β' άνάγνωσιν. <box>592 1460 800 1487</box>
headline-dimos: Ό ΔΗΜΟΣ <box>1121 1592 1311 1637</box>
section-heading: ΔΙΑΦΥΓΗ ΠΟΛΕΜΙΚΟΥ ΠΛΟΙΟΥ <box>92 307 286 323</box>
paragraph: Τηλεγραφούσιν έκ Μελίλλα (Μαρόκον) ότι οί Ίσπανοί ήρχισαν νά έκκενώσωσι τάς τελευταίας θέσεις τάς όποίας κατέλαβον. <box>1084 1485 1348 1526</box>
section-heading: ΑΡΚΑΔΙΚΟΣ ΣΥΛΛΟΓΟΣ <box>114 1133 264 1149</box>
paragraph: Ό Άμερικανός ήτο ήδη έν Λονδίνω καί έγκαταλείψας τό ξενοδοχεΐον του μετέβη παρά τώ Βασιλεΐ ίνα δηλώση ότι είναι άπλούς πολίτης τής Δημοκρατίας. <box>814 453 1074 508</box>
headline-sub: ΤΟ ΝΟΜΟΣΧΕΔΙΟΝ ΤΩΝ ΜΕΤΑΛΛΕΙΩΝ <box>435 262 737 322</box>
advertisement-box <box>20 1230 358 1344</box>
paragraph: Ό κ. ΠΡΟΕΔΡΟΣ παρατηρεΐ ότι ή Βουλή έχει δικαίωμα ν' άποφασίση. <box>592 1162 800 1189</box>
news-subcolumn-left <box>814 860 1074 2180</box>
paragraph: Ό κ. Γαργαλίδης φρονεΐ ότι πρέπει ή Κυβέρνησις νά προβή είς αύστηράν έρευναν τού όλου ζητήματος πρό τής παραλαβής τών πυροβόλων. <box>1360 1077 1580 1133</box>
paragraph: Τήν 5 30' μ. μ. ώραν άναγινώσκεται ό κατάλογος καί ή Βουλή εύρίσκεται έν άπαρτία παρόντων βουλευτών 101. <box>372 364 580 405</box>
paragraph: Τό ζήτημα έχει σήμερον μεγάλην σημασίαν, διότι ή Γερμανική έταιρία παρουσιάζει άξιώσεις άποζημιώσεως. <box>1360 456 1580 497</box>
paragraph: Πράγματι ό κ. Γαργαλίδης κατόπιν έπιμόνων αγώνων κατώρθωσε νά άποσπάση παρά τής έταιρίας έγγραφον δι' ού ζητεΐ συγγνώμην διά τάς καθυστερήσεις καί ύπόσχεται νά άποζημιώση τό Δημόσιον. <box>1360 773 1580 857</box>
ad-name: ΤΑΚΗΣ ΑΝΔΡ. ΠΑΠΑΔΟΠΟΥΛΟΣ <box>90 1297 288 1313</box>
paragraph: Συνελήφθησαν έν Βιέκ είς τά καταλύματα τών μοναστηριακών άδελφών μέλη συνωμοσίας διεξαχθείσα καί ένεργηθείσα κατά τού Τσάρου, αύστηρά άνάκρισις καί πλείσται συλλήψεις έγένοντο. <box>814 1449 1074 1519</box>
paragraph: Ψηφίζεται κατόπιν είς β' άνάγνωσιν τό νομοσχέδιον περί τροποποιήσεως διατάξεων τού νόμου περί τηλεγραφικής καί τηλεφωνικής ύπηρεσίας. <box>592 467 800 537</box>
news-heading: Η ΔΙΚΗ ΣΤΑΪΝΕΛ <box>1149 1003 1283 1023</box>
paragraph: Έκτός τής άνωτέρω κακοπιστίας των ταύτης, ό κ. Γαργαλίδης έσχάτως άνεκάλυψεν ότι οί κατασκευασταί τών πυροβόλων ήθέτησαν καί έτερον όρον τού συμβολαίου, τό όποΐον άφορά τό βάρος τών βλημάτων. <box>1360 885 1580 969</box>
headline-katagelia: ΚΑΤΑΓΓΕΛΙΑ <box>1360 78 1580 110</box>
section-heading: Η ΔΙΚΤΑΤΟΡΙΑ <box>651 1066 741 1082</box>
section-heading: ΠΑΡΑΠΟΜΠΗ ΝΟΜΟΣΧΕΔΙΟΥ <box>383 1394 569 1410</box>
subheading: ΔΕΥΤΕΡΑ ΚΑΚΟΠΙΣΤΙΑ <box>1398 864 1542 880</box>
section-heading-tis-imeras: ΤΗΣ ΗΜΕΡΑΣ <box>842 78 1046 108</box>
headline: ΤΑ ΝΑΥΤΙΚΑ <box>867 1156 1021 1187</box>
divider <box>592 1740 800 1741</box>
paragraph: Ή δίκη τής Στάϊνελ ήρχισεν είς τό κακουργιοδικεΐον. Πρώτη έκλήθη πρός έξέτασιν ή κατηγορουμένη, έσχημάτισε μεγάλην έντύπωσιν. <box>1084 1042 1348 1098</box>
page-number: 2 <box>26 22 47 57</box>
